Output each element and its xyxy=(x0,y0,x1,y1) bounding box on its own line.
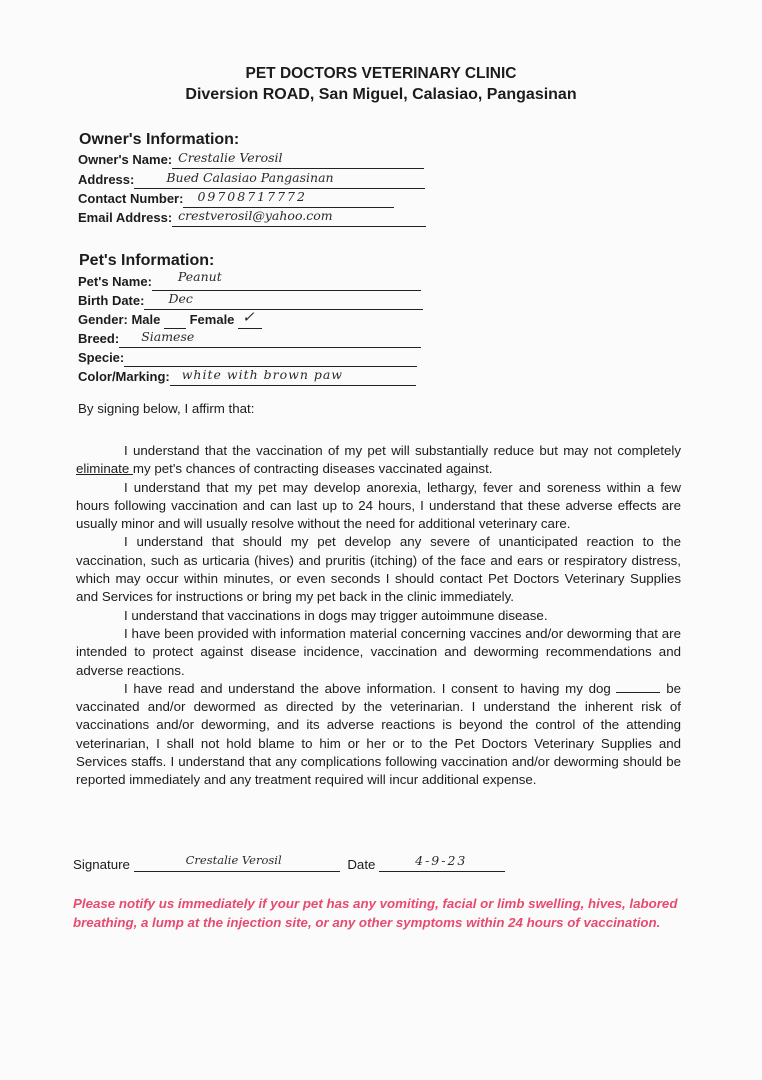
signature-field[interactable] xyxy=(134,853,340,872)
signature-value: Crestalie Verosil xyxy=(185,853,282,867)
pet-name-label: Pet's Name: xyxy=(78,274,152,289)
consent-body xyxy=(76,442,681,790)
consent-paragraph-1 xyxy=(76,442,681,479)
signature-label: Signature xyxy=(73,857,130,872)
pet-name-row xyxy=(78,269,421,291)
pet-section-title: Pet's Information: xyxy=(79,252,215,269)
email-value: crestverosil@yahoo.com xyxy=(178,208,333,223)
consent-paragraph-6-text-end: be vaccinated and/or dewormed as directed by the veterinarian. I understand the inherent risk of vaccinations and/or deworming, and its adverse reactions is beyond the control of the attending veterinarian, I shall not hold blame to him or her or to the Pet Doctors Veterinary Supplies and Services staffs. I understand that any complications following vaccination and/or deworming should be reported immediately and any treatment required will incur additional expense. xyxy=(76,680,681,788)
email-row xyxy=(78,209,426,227)
consent-paragraph-3: I understand that should my pet develop any severe of unanticipated reaction to the vaccination, such as urticaria (hives) and pruritis (itching) of the face and ears or respiratory distress, which may occur within minutes, or even seconds I should contact Pet Doctors Veterinary Supplies and Services for instructions or bring my pet back in the clinic immediately. xyxy=(76,534,681,605)
owner-name-row xyxy=(78,151,424,169)
owner-address-value: Bued Calasiao Pangasinan xyxy=(166,170,334,185)
contact-number-field[interactable] xyxy=(183,189,394,208)
breed-field[interactable] xyxy=(119,329,421,348)
breed-value: Siamese xyxy=(141,329,195,344)
owner-name-value: Crestalie Verosil xyxy=(178,150,283,165)
birth-date-value: Dec xyxy=(168,291,193,306)
dog-name-blank[interactable] xyxy=(616,680,660,693)
gender-male-field[interactable] xyxy=(164,313,186,329)
consent-paragraph-1-text: I understand that the vaccination of my pet will substantially reduce but may not completely xyxy=(124,443,681,458)
consent-paragraph-6 xyxy=(76,680,681,790)
clinic-header xyxy=(0,64,762,106)
date-label: Date xyxy=(347,857,376,872)
owner-name-label: Owner's Name: xyxy=(78,152,173,167)
contact-number-value: 09708717772 xyxy=(197,189,307,204)
gender-female-label: Female xyxy=(189,312,235,327)
breed-label: Breed: xyxy=(78,331,120,346)
consent-paragraph-1-text-end: my pet's chances of contracting diseases vaccinated against. xyxy=(132,461,493,477)
pet-name-value: Peanut xyxy=(177,269,222,284)
consent-intro: By signing below, I affirm that: xyxy=(78,401,255,416)
signature-row xyxy=(73,853,505,876)
color-marking-label: Color/Marking: xyxy=(78,369,170,384)
consent-paragraph-2: I understand that my pet may develop anorexia, lethargy, fever and soreness within a few hours following vaccination and can last up to 24 hours, I understand that these adverse effects are usually minor and will usually resolve without the need for additional veterinary care. xyxy=(76,479,681,532)
owner-address-label: Address: xyxy=(78,172,135,187)
breed-row xyxy=(78,330,421,348)
birth-date-label: Birth Date: xyxy=(78,293,145,308)
consent-paragraph-6-text: I have read and understand the above information. I consent to having my dog xyxy=(124,680,617,696)
owner-name-field[interactable] xyxy=(172,150,424,169)
specie-label: Specie: xyxy=(78,350,125,365)
clinic-address: Diversion ROAD, San Miguel, Calasiao, Pangasinan xyxy=(185,86,577,103)
underlined-word-eliminate: eliminate xyxy=(76,461,133,477)
aftercare-notice: Please notify us immediately if your pet has any vomiting, facial or limb swelling, hives, labored breathing, a lump at the injection site, or any other symptoms within 24 hours of vaccination. xyxy=(73,896,678,930)
specie-field[interactable] xyxy=(124,351,417,367)
consent-paragraph-5: I have been provided with information material concerning vaccines and/or deworming that are intended to protect against disease incidence, vaccination and deworming recommendations and adverse reactions. xyxy=(76,625,681,678)
color-marking-value: white with brown paw xyxy=(181,367,344,382)
contact-number-row xyxy=(78,190,394,208)
owner-section-title: Owner's Information: xyxy=(79,131,240,148)
color-marking-row xyxy=(78,368,416,386)
gender-female-field[interactable] xyxy=(238,308,262,329)
specie-row xyxy=(78,349,417,367)
owner-address-row xyxy=(78,171,425,189)
owner-address-field[interactable] xyxy=(134,170,425,189)
date-value: 4-9-23 xyxy=(415,853,468,868)
contact-number-label: Contact Number: xyxy=(78,191,184,206)
birth-date-field[interactable] xyxy=(144,291,423,310)
gender-female-check: ✓ xyxy=(242,308,255,326)
consent-paragraph-4: I understand that vaccinations in dogs may trigger autoimmune disease. xyxy=(124,607,548,623)
date-field[interactable] xyxy=(379,853,505,872)
email-label: Email Address: xyxy=(78,210,173,225)
clinic-name: PET DOCTORS VETERINARY CLINIC xyxy=(245,65,517,82)
gender-male-label: Gender: Male xyxy=(78,312,161,327)
gender-row xyxy=(78,308,262,329)
pet-name-field[interactable] xyxy=(152,269,421,291)
color-marking-field[interactable] xyxy=(170,367,416,386)
email-field[interactable] xyxy=(172,208,426,227)
